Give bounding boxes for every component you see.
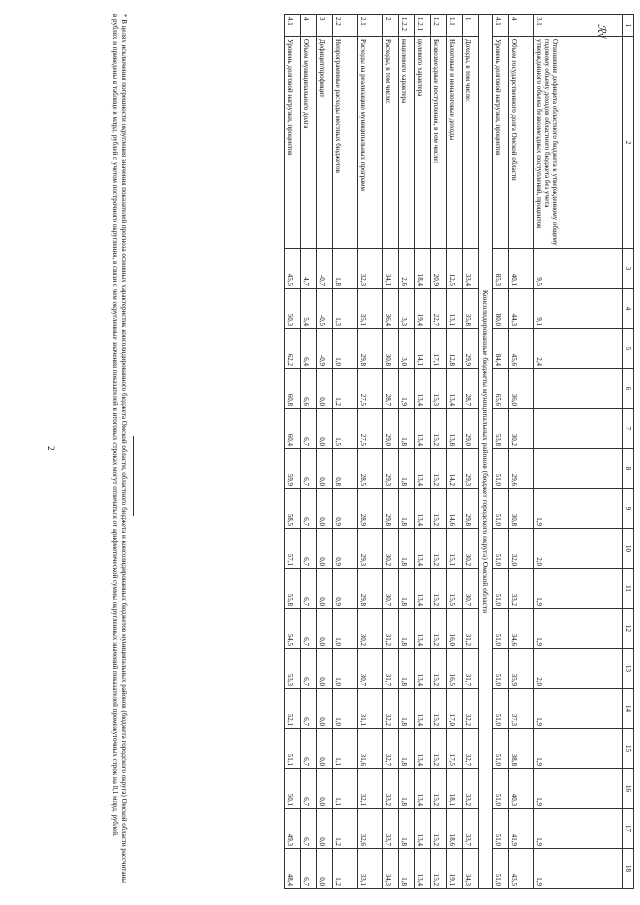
value-cell: 22,7 xyxy=(430,289,446,329)
value-cell: 1,1 xyxy=(332,769,357,809)
value-cell: 49,3 xyxy=(284,809,300,849)
row-label: Расходы, в том числе: xyxy=(382,37,398,249)
value-cell: 13,4 xyxy=(414,449,430,489)
header-cell: 3 xyxy=(622,249,633,289)
value-cell: 15,2 xyxy=(430,649,446,689)
value-cell: 80,0 xyxy=(492,289,508,329)
value-cell: 60,8 xyxy=(284,369,300,409)
row-number: 1.2 xyxy=(430,15,446,37)
value-cell: 0,0 xyxy=(316,649,332,689)
header-cell: 1 xyxy=(622,15,633,37)
value-cell: 15,5 xyxy=(446,569,462,609)
value-cell: 30,8 xyxy=(508,489,533,529)
row-label: Безвозмездные поступления, в том числе: xyxy=(430,37,446,249)
value-cell: 15,2 xyxy=(430,729,446,769)
value-cell: 51,0 xyxy=(492,449,508,489)
value-cell: 1,8 xyxy=(398,649,414,689)
value-cell: 17,1 xyxy=(430,329,446,369)
value-cell: 0,9 xyxy=(332,529,357,569)
table-row xyxy=(430,15,446,889)
value-cell: 2,0 xyxy=(533,529,622,569)
value-cell: 27,5 xyxy=(357,409,382,449)
value-cell: 15,2 xyxy=(430,769,446,809)
value-cell: 1,8 xyxy=(398,849,414,889)
value-cell: 6,7 xyxy=(300,569,316,609)
value-cell: 0,9 xyxy=(332,489,357,529)
value-cell: 6,7 xyxy=(300,729,316,769)
value-cell: 19,1 xyxy=(446,849,462,889)
value-cell: 29,3 xyxy=(462,449,478,489)
value-cell: 34,1 xyxy=(382,249,398,289)
value-cell: 85,3 xyxy=(492,249,508,289)
value-cell: 1,2 xyxy=(332,809,357,849)
value-cell: 1,8 xyxy=(398,569,414,609)
value-cell: 3,0 xyxy=(398,329,414,369)
header-cell: 10 xyxy=(622,529,633,569)
row-number: 1.1 xyxy=(446,15,462,37)
value-cell: 0,0 xyxy=(316,489,332,529)
value-cell: 34,6 xyxy=(508,609,533,649)
value-cell: 6,7 xyxy=(300,409,316,449)
value-cell: 0,0 xyxy=(316,849,332,889)
table-body xyxy=(284,15,622,889)
value-cell: 28,7 xyxy=(382,369,398,409)
row-number: 2 xyxy=(382,15,398,37)
value-cell: 15,2 xyxy=(430,689,446,729)
value-cell: 1,9 xyxy=(533,689,622,729)
table-row xyxy=(508,15,533,889)
value-cell: 0,0 xyxy=(316,769,332,809)
value-cell: 13,1 xyxy=(446,289,462,329)
value-cell: 13,4 xyxy=(414,369,430,409)
value-cell: 51,0 xyxy=(492,609,508,649)
value-cell: 28,9 xyxy=(357,489,382,529)
value-cell: 31,1 xyxy=(357,689,382,729)
table-header-row xyxy=(622,15,633,889)
value-cell: 31,2 xyxy=(462,609,478,649)
value-cell: 51,0 xyxy=(492,489,508,529)
row-label: Расходы на реализацию муниципальных программ xyxy=(357,37,382,249)
row-number: 1 xyxy=(462,15,478,37)
value-cell: 13,4 xyxy=(414,529,430,569)
row-number: 4 xyxy=(508,15,533,37)
value-cell: 1,0 xyxy=(332,609,357,649)
value-cell: 1,0 xyxy=(332,649,357,689)
value-cell: 5,4 xyxy=(300,289,316,329)
value-cell: 1,9 xyxy=(533,489,622,529)
value-cell: 0,0 xyxy=(316,609,332,649)
value-cell: 1,2 xyxy=(332,369,357,409)
table-row xyxy=(382,15,398,889)
value-cell: 19,4 xyxy=(414,289,430,329)
value-cell: 36,4 xyxy=(382,289,398,329)
header-cell: 2 xyxy=(622,37,633,249)
value-cell: 18,4 xyxy=(414,249,430,289)
value-cell: 17,0 xyxy=(446,689,462,729)
value-cell: 33,7 xyxy=(382,809,398,849)
value-cell: 32,7 xyxy=(382,729,398,769)
value-cell: 51,0 xyxy=(492,849,508,889)
header-cell: 6 xyxy=(622,369,633,409)
value-cell: 6,7 xyxy=(300,489,316,529)
handwritten-mark: ℛ√ xyxy=(595,24,607,39)
value-cell: 51,0 xyxy=(492,809,508,849)
value-cell: 13,4 xyxy=(414,689,430,729)
value-cell xyxy=(533,369,622,409)
forecast-table xyxy=(284,14,634,889)
value-cell: 65,6 xyxy=(492,369,508,409)
value-cell: 0,0 xyxy=(316,369,332,409)
page-number: 2 xyxy=(46,446,56,451)
row-number: 1.2.2 xyxy=(398,15,414,37)
row-number: 3.1 xyxy=(533,15,622,37)
row-number: 3 xyxy=(316,15,332,37)
value-cell: 58,5 xyxy=(284,489,300,529)
value-cell: 32,1 xyxy=(357,769,382,809)
value-cell: 6,7 xyxy=(300,849,316,889)
value-cell: 29,0 xyxy=(462,409,478,449)
value-cell: 29,8 xyxy=(462,489,478,529)
value-cell: 0,8 xyxy=(332,449,357,489)
value-cell: 1,8 xyxy=(398,449,414,489)
value-cell: 35,8 xyxy=(462,289,478,329)
table-row xyxy=(300,15,316,889)
value-cell: 12,5 xyxy=(446,249,462,289)
value-cell: 13,4 xyxy=(414,409,430,449)
header-cell: 11 xyxy=(622,569,633,609)
value-cell: 36,0 xyxy=(508,369,533,409)
value-cell: 48,4 xyxy=(284,849,300,889)
value-cell: 30,2 xyxy=(508,409,533,449)
value-cell: 30,7 xyxy=(357,649,382,689)
value-cell: 29,6 xyxy=(508,449,533,489)
value-cell: 1,3 xyxy=(332,289,357,329)
value-cell: 45,5 xyxy=(284,249,300,289)
value-cell: 51,0 xyxy=(492,649,508,689)
value-cell: 51,0 xyxy=(492,769,508,809)
value-cell: 32,2 xyxy=(462,689,478,729)
value-cell: 59,9 xyxy=(284,449,300,489)
value-cell: 29,3 xyxy=(382,449,398,489)
header-cell: 4 xyxy=(622,289,633,329)
table-row xyxy=(398,15,414,889)
value-cell: 1,1 xyxy=(332,729,357,769)
value-cell: 84,4 xyxy=(492,329,508,369)
header-cell: 14 xyxy=(622,689,633,729)
value-cell: 40,3 xyxy=(508,769,533,809)
value-cell: 31,7 xyxy=(382,649,398,689)
value-cell: 43,5 xyxy=(508,849,533,889)
value-cell: 9,5 xyxy=(533,249,622,289)
value-cell: 51,1 xyxy=(284,729,300,769)
value-cell: 14,1 xyxy=(414,329,430,369)
header-cell: 7 xyxy=(622,409,633,449)
footnote-divider xyxy=(133,436,134,516)
value-cell: 35,1 xyxy=(357,289,382,329)
table-row xyxy=(492,15,508,889)
value-cell: 40,1 xyxy=(508,249,533,289)
table-row xyxy=(357,15,382,889)
value-cell: -0,7 xyxy=(316,249,332,289)
value-cell: 14,6 xyxy=(446,489,462,529)
value-cell: -0,5 xyxy=(316,289,332,329)
value-cell: 0,0 xyxy=(316,409,332,449)
value-cell: 30,7 xyxy=(462,569,478,609)
value-cell: 6,7 xyxy=(300,609,316,649)
row-number: 4.1 xyxy=(492,15,508,37)
value-cell: 0,0 xyxy=(316,569,332,609)
value-cell: 28,7 xyxy=(462,369,478,409)
value-cell: 15,2 xyxy=(430,609,446,649)
value-cell: 50,1 xyxy=(284,769,300,809)
value-cell: 6,6 xyxy=(300,369,316,409)
value-cell: 1,9 xyxy=(398,369,414,409)
table-row xyxy=(284,15,300,889)
value-cell: 30,2 xyxy=(357,609,382,649)
value-cell: 1,9 xyxy=(533,769,622,809)
value-cell: 30,2 xyxy=(382,529,398,569)
value-cell: 30,2 xyxy=(462,529,478,569)
value-cell: 57,1 xyxy=(284,529,300,569)
value-cell: 15,2 xyxy=(430,569,446,609)
value-cell: 2,0 xyxy=(533,649,622,689)
value-cell: 53,3 xyxy=(284,649,300,689)
value-cell: 29,8 xyxy=(357,569,382,609)
value-cell: 1,8 xyxy=(398,689,414,729)
value-cell: 29,8 xyxy=(382,489,398,529)
value-cell: 30,7 xyxy=(382,569,398,609)
header-cell: 15 xyxy=(622,729,633,769)
value-cell: 16,0 xyxy=(446,609,462,649)
value-cell: 18,1 xyxy=(446,769,462,809)
value-cell: 6,7 xyxy=(300,529,316,569)
value-cell: 6,7 xyxy=(300,449,316,489)
value-cell: 15,2 xyxy=(430,449,446,489)
table-row xyxy=(446,15,462,889)
value-cell: 2,6 xyxy=(398,249,414,289)
value-cell: 1,8 xyxy=(398,409,414,449)
value-cell: 1,9 xyxy=(533,729,622,769)
value-cell: 31,6 xyxy=(357,729,382,769)
value-cell: 28,5 xyxy=(357,449,382,489)
value-cell: 15,2 xyxy=(430,529,446,569)
value-cell: 3,3 xyxy=(398,289,414,329)
header-cell: 18 xyxy=(622,849,633,889)
value-cell xyxy=(533,449,622,489)
value-cell: 13,4 xyxy=(414,609,430,649)
rotated-page-content xyxy=(0,6,640,896)
value-cell: 33,1 xyxy=(357,849,382,889)
value-cell: 32,6 xyxy=(357,809,382,849)
row-label: целевого характера xyxy=(414,37,430,249)
section-row xyxy=(478,15,492,889)
table-row xyxy=(462,15,478,889)
value-cell: 1,9 xyxy=(533,809,622,849)
value-cell: 32,3 xyxy=(357,249,382,289)
value-cell: 44,3 xyxy=(508,289,533,329)
value-cell: 6,7 xyxy=(300,769,316,809)
row-label: Доходы, в том числе: xyxy=(462,37,478,249)
value-cell: 1,9 xyxy=(533,849,622,889)
value-cell: 27,5 xyxy=(357,369,382,409)
value-cell: 51,0 xyxy=(492,529,508,569)
value-cell: 17,5 xyxy=(446,729,462,769)
value-cell: 52,1 xyxy=(284,689,300,729)
value-cell: 55,8 xyxy=(284,569,300,609)
value-cell: -0,9 xyxy=(316,329,332,369)
value-cell: 53,8 xyxy=(492,409,508,449)
value-cell: 37,3 xyxy=(508,689,533,729)
value-cell: 1,8 xyxy=(398,529,414,569)
value-cell: 1,0 xyxy=(332,329,357,369)
value-cell: 13,4 xyxy=(414,809,430,849)
value-cell: 31,7 xyxy=(462,649,478,689)
table-row xyxy=(316,15,332,889)
value-cell: 0,9 xyxy=(332,569,357,609)
value-cell: 14,2 xyxy=(446,449,462,489)
value-cell: 6,7 xyxy=(300,809,316,849)
value-cell: 34,3 xyxy=(462,849,478,889)
row-number: 2.2 xyxy=(332,15,357,37)
header-cell: 9 xyxy=(622,489,633,529)
value-cell: 51,0 xyxy=(492,569,508,609)
value-cell: 1,9 xyxy=(533,569,622,609)
table-row xyxy=(332,15,357,889)
header-cell: 13 xyxy=(622,649,633,689)
value-cell: 29,8 xyxy=(357,329,382,369)
value-cell: 16,5 xyxy=(446,649,462,689)
row-number: 4 xyxy=(300,15,316,37)
value-cell: 15,2 xyxy=(430,809,446,849)
value-cell: 20,9 xyxy=(430,249,446,289)
value-cell: 1,8 xyxy=(398,769,414,809)
value-cell: 15,3 xyxy=(430,369,446,409)
row-label: Объем государственного долга Омской области xyxy=(508,37,533,249)
value-cell: 30,8 xyxy=(382,329,398,369)
row-label: Уровень долговой нагрузки, процентов xyxy=(284,37,300,249)
value-cell: 62,2 xyxy=(284,329,300,369)
value-cell: 50,3 xyxy=(284,289,300,329)
header-cell: 5 xyxy=(622,329,633,369)
value-cell: 0,0 xyxy=(316,689,332,729)
row-label: нецелевого характера xyxy=(398,37,414,249)
header-cell: 8 xyxy=(622,449,633,489)
value-cell: 54,5 xyxy=(284,609,300,649)
value-cell: 1,0 xyxy=(332,689,357,729)
value-cell: 33,2 xyxy=(462,769,478,809)
value-cell: 32,2 xyxy=(382,689,398,729)
value-cell: 33,4 xyxy=(462,249,478,289)
value-cell: 32,0 xyxy=(508,529,533,569)
value-cell: 15,2 xyxy=(430,849,446,889)
value-cell: 51,0 xyxy=(492,729,508,769)
value-cell: 6,7 xyxy=(300,689,316,729)
value-cell: 1,5 xyxy=(332,409,357,449)
row-number: 1.2.1 xyxy=(414,15,430,37)
row-label: Объем муниципального долга xyxy=(300,37,316,249)
value-cell: 1,9 xyxy=(533,609,622,649)
row-label: Уровень долговой нагрузки, процентов xyxy=(492,37,508,249)
value-cell: 2,4 xyxy=(533,329,622,369)
row-label: Налоговые и неналоговые доходы xyxy=(446,37,462,249)
value-cell xyxy=(533,409,622,449)
row-label: Дефицит/профицит xyxy=(316,37,332,249)
value-cell: 12,8 xyxy=(446,329,462,369)
table-row xyxy=(414,15,430,889)
value-cell: 29,9 xyxy=(462,329,478,369)
value-cell: 6,4 xyxy=(300,329,316,369)
value-cell: 38,8 xyxy=(508,729,533,769)
value-cell: 13,8 xyxy=(446,409,462,449)
value-cell: 1,8 xyxy=(332,249,357,289)
row-number: 2.1 xyxy=(357,15,382,37)
value-cell: 1,8 xyxy=(398,809,414,849)
value-cell: 35,9 xyxy=(508,649,533,689)
value-cell: 33,2 xyxy=(382,769,398,809)
value-cell: 51,0 xyxy=(492,689,508,729)
value-cell: 15,2 xyxy=(430,489,446,529)
value-cell: 34,3 xyxy=(382,849,398,889)
value-cell: 13,4 xyxy=(414,489,430,529)
value-cell: 13,4 xyxy=(446,369,462,409)
table-row xyxy=(533,15,622,889)
value-cell: 13,4 xyxy=(414,729,430,769)
value-cell: 15,2 xyxy=(430,409,446,449)
value-cell: 9,1 xyxy=(533,289,622,329)
header-cell: 17 xyxy=(622,809,633,849)
value-cell: 29,0 xyxy=(382,409,398,449)
value-cell: 13,4 xyxy=(414,569,430,609)
value-cell: 29,3 xyxy=(357,529,382,569)
header-cell: 12 xyxy=(622,609,633,649)
value-cell: 6,7 xyxy=(300,649,316,689)
value-cell: 1,8 xyxy=(398,729,414,769)
value-cell: 0,0 xyxy=(316,729,332,769)
value-cell: 31,2 xyxy=(382,609,398,649)
value-cell: 18,6 xyxy=(446,809,462,849)
section-title: Консолидированные бюджеты муниципальных районов (бюджет городского округа) Омской области xyxy=(478,15,492,889)
value-cell: 1,8 xyxy=(398,609,414,649)
value-cell: 45,6 xyxy=(508,329,533,369)
value-cell: 0,0 xyxy=(316,449,332,489)
value-cell: 4,7 xyxy=(300,249,316,289)
value-cell: 1,2 xyxy=(332,849,357,889)
value-cell: 60,4 xyxy=(284,409,300,449)
row-label: Отношение дефицита областного бюджета к утвержденному общему годовому объему доходов областного бюджета без учета утвержденного объема безвозмездных поступлений, процентов xyxy=(533,37,622,249)
row-number: 4.1 xyxy=(284,15,300,37)
value-cell: 33,7 xyxy=(462,809,478,849)
value-cell: 1,8 xyxy=(398,489,414,529)
value-cell: 15,1 xyxy=(446,529,462,569)
footnote: * В целях исключения погрешности округления значения показателей прогноза основных характеристик консолидированного бюджета Омской области, областного бюджета и консолидированных бюджетов муниципальных районов (бюджета городского округа) Омской области рассчитаны в рублях и приведены в таблице в млрд. рублей с учетом построчного округления, в связи с чем округленные значения показателей в итоговых строках могут отличаться от арифметической суммы округленных значений показателей промежуточных строк на 0,1 млрд. рублей. xyxy=(110,14,128,883)
value-cell: 33,2 xyxy=(508,569,533,609)
value-cell: 0,0 xyxy=(316,529,332,569)
header-cell: 16 xyxy=(622,769,633,809)
value-cell: 32,7 xyxy=(462,729,478,769)
value-cell: 13,4 xyxy=(414,769,430,809)
value-cell: 0,0 xyxy=(316,809,332,849)
forecast-table-wrap xyxy=(284,14,634,884)
value-cell: 41,9 xyxy=(508,809,533,849)
value-cell: 13,4 xyxy=(414,849,430,889)
value-cell: 13,4 xyxy=(414,649,430,689)
row-label: Непрограммные расходы местных бюджетов xyxy=(332,37,357,249)
